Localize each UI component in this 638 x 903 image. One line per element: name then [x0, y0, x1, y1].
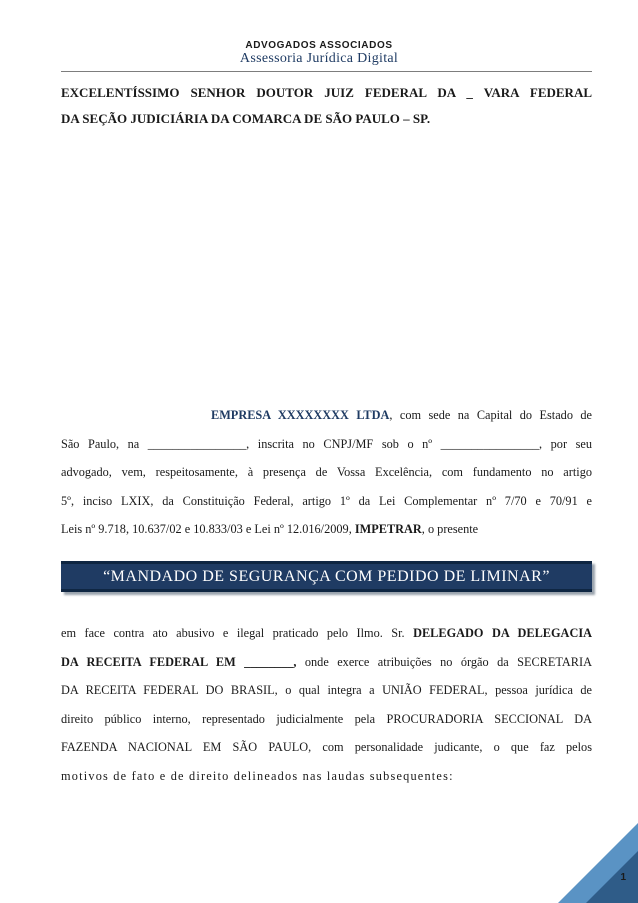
address-line-2: DA SEÇÃO JUDICIÁRIA DA COMARCA DE SÃO PAULO – SP.: [61, 111, 431, 126]
authority-name: DELEGADO DA DELEGACIA: [413, 626, 592, 640]
company-name: EMPRESA XXXXXXXX LTDA: [211, 408, 390, 422]
body-line-2: [61, 648, 592, 677]
authority-location: DA RECEITA FEDERAL EM ________,: [61, 654, 297, 669]
address-line-1: EXCELENTÍSSIMO SENHOR DOUTOR JUIZ FEDERAL DA _ VARA FEDERAL: [61, 85, 592, 100]
intro-line-1-rest: , com sede na Capital do Estado de: [389, 408, 593, 422]
intro-line-5: [61, 515, 592, 544]
firm-subtitle: Assessoria Jurídica Digital: [239, 51, 399, 66]
firm-name: ADVOGADOS ASSOCIADOS: [245, 40, 393, 51]
body-line-5: FAZENDA NACIONAL EM SÃO PAULO, com personalidade judicante, o que faz pelos: [61, 740, 592, 754]
page-corner-decoration: [558, 823, 638, 903]
document-title: “MANDADO DE SEGURANÇA COM PEDIDO DE LIMINAR”: [103, 568, 550, 585]
page-number: 1: [620, 872, 626, 883]
title-banner: [61, 561, 592, 592]
body-paragraph: [61, 619, 592, 790]
body-line-1: [61, 619, 592, 648]
header-divider: [61, 71, 592, 72]
body-line-2-post: onde exerce atribuições no órgão da SECRETARIA: [296, 654, 592, 669]
body-line-6: motivos de fato e de direito delineados nas laudas subsequentes:: [61, 768, 454, 783]
body-line-4: direito público interno, representado judicialmente pela PROCURADORIA SECCIONAL DA: [61, 711, 592, 726]
impetrar-keyword: IMPETRAR: [354, 522, 422, 536]
letterhead: [0, 40, 638, 67]
intro-paragraph: [61, 401, 592, 544]
intro-line-2: São Paulo, na ________________, inscrita no CNPJ/MF sob o nº ________________, por seu: [61, 436, 592, 451]
intro-line-1: [61, 401, 592, 430]
body-line-3: DA RECEITA FEDERAL DO BRASIL, o qual integra a UNIÃO FEDERAL, pessoa jurídica de: [61, 683, 592, 697]
intro-line-5-post: , o presente: [421, 522, 479, 536]
intro-line-3: advogado, vem, respeitosamente, à presença de Vossa Excelência, com fundamento no artigo: [61, 465, 592, 479]
court-address: [61, 80, 592, 132]
intro-line-4: 5º, inciso LXIX, da Constituição Federal, artigo 1º da Lei Complementar nº 7/70 e 70/91 e: [61, 493, 592, 508]
body-line-1-pre: em face contra ato abusivo e ilegal praticado pelo Ilmo. Sr.: [61, 626, 414, 640]
intro-line-5-pre: Leis nº 9.718, 10.637/02 e 10.833/03 e Lei nº 12.016/2009,: [61, 522, 355, 536]
